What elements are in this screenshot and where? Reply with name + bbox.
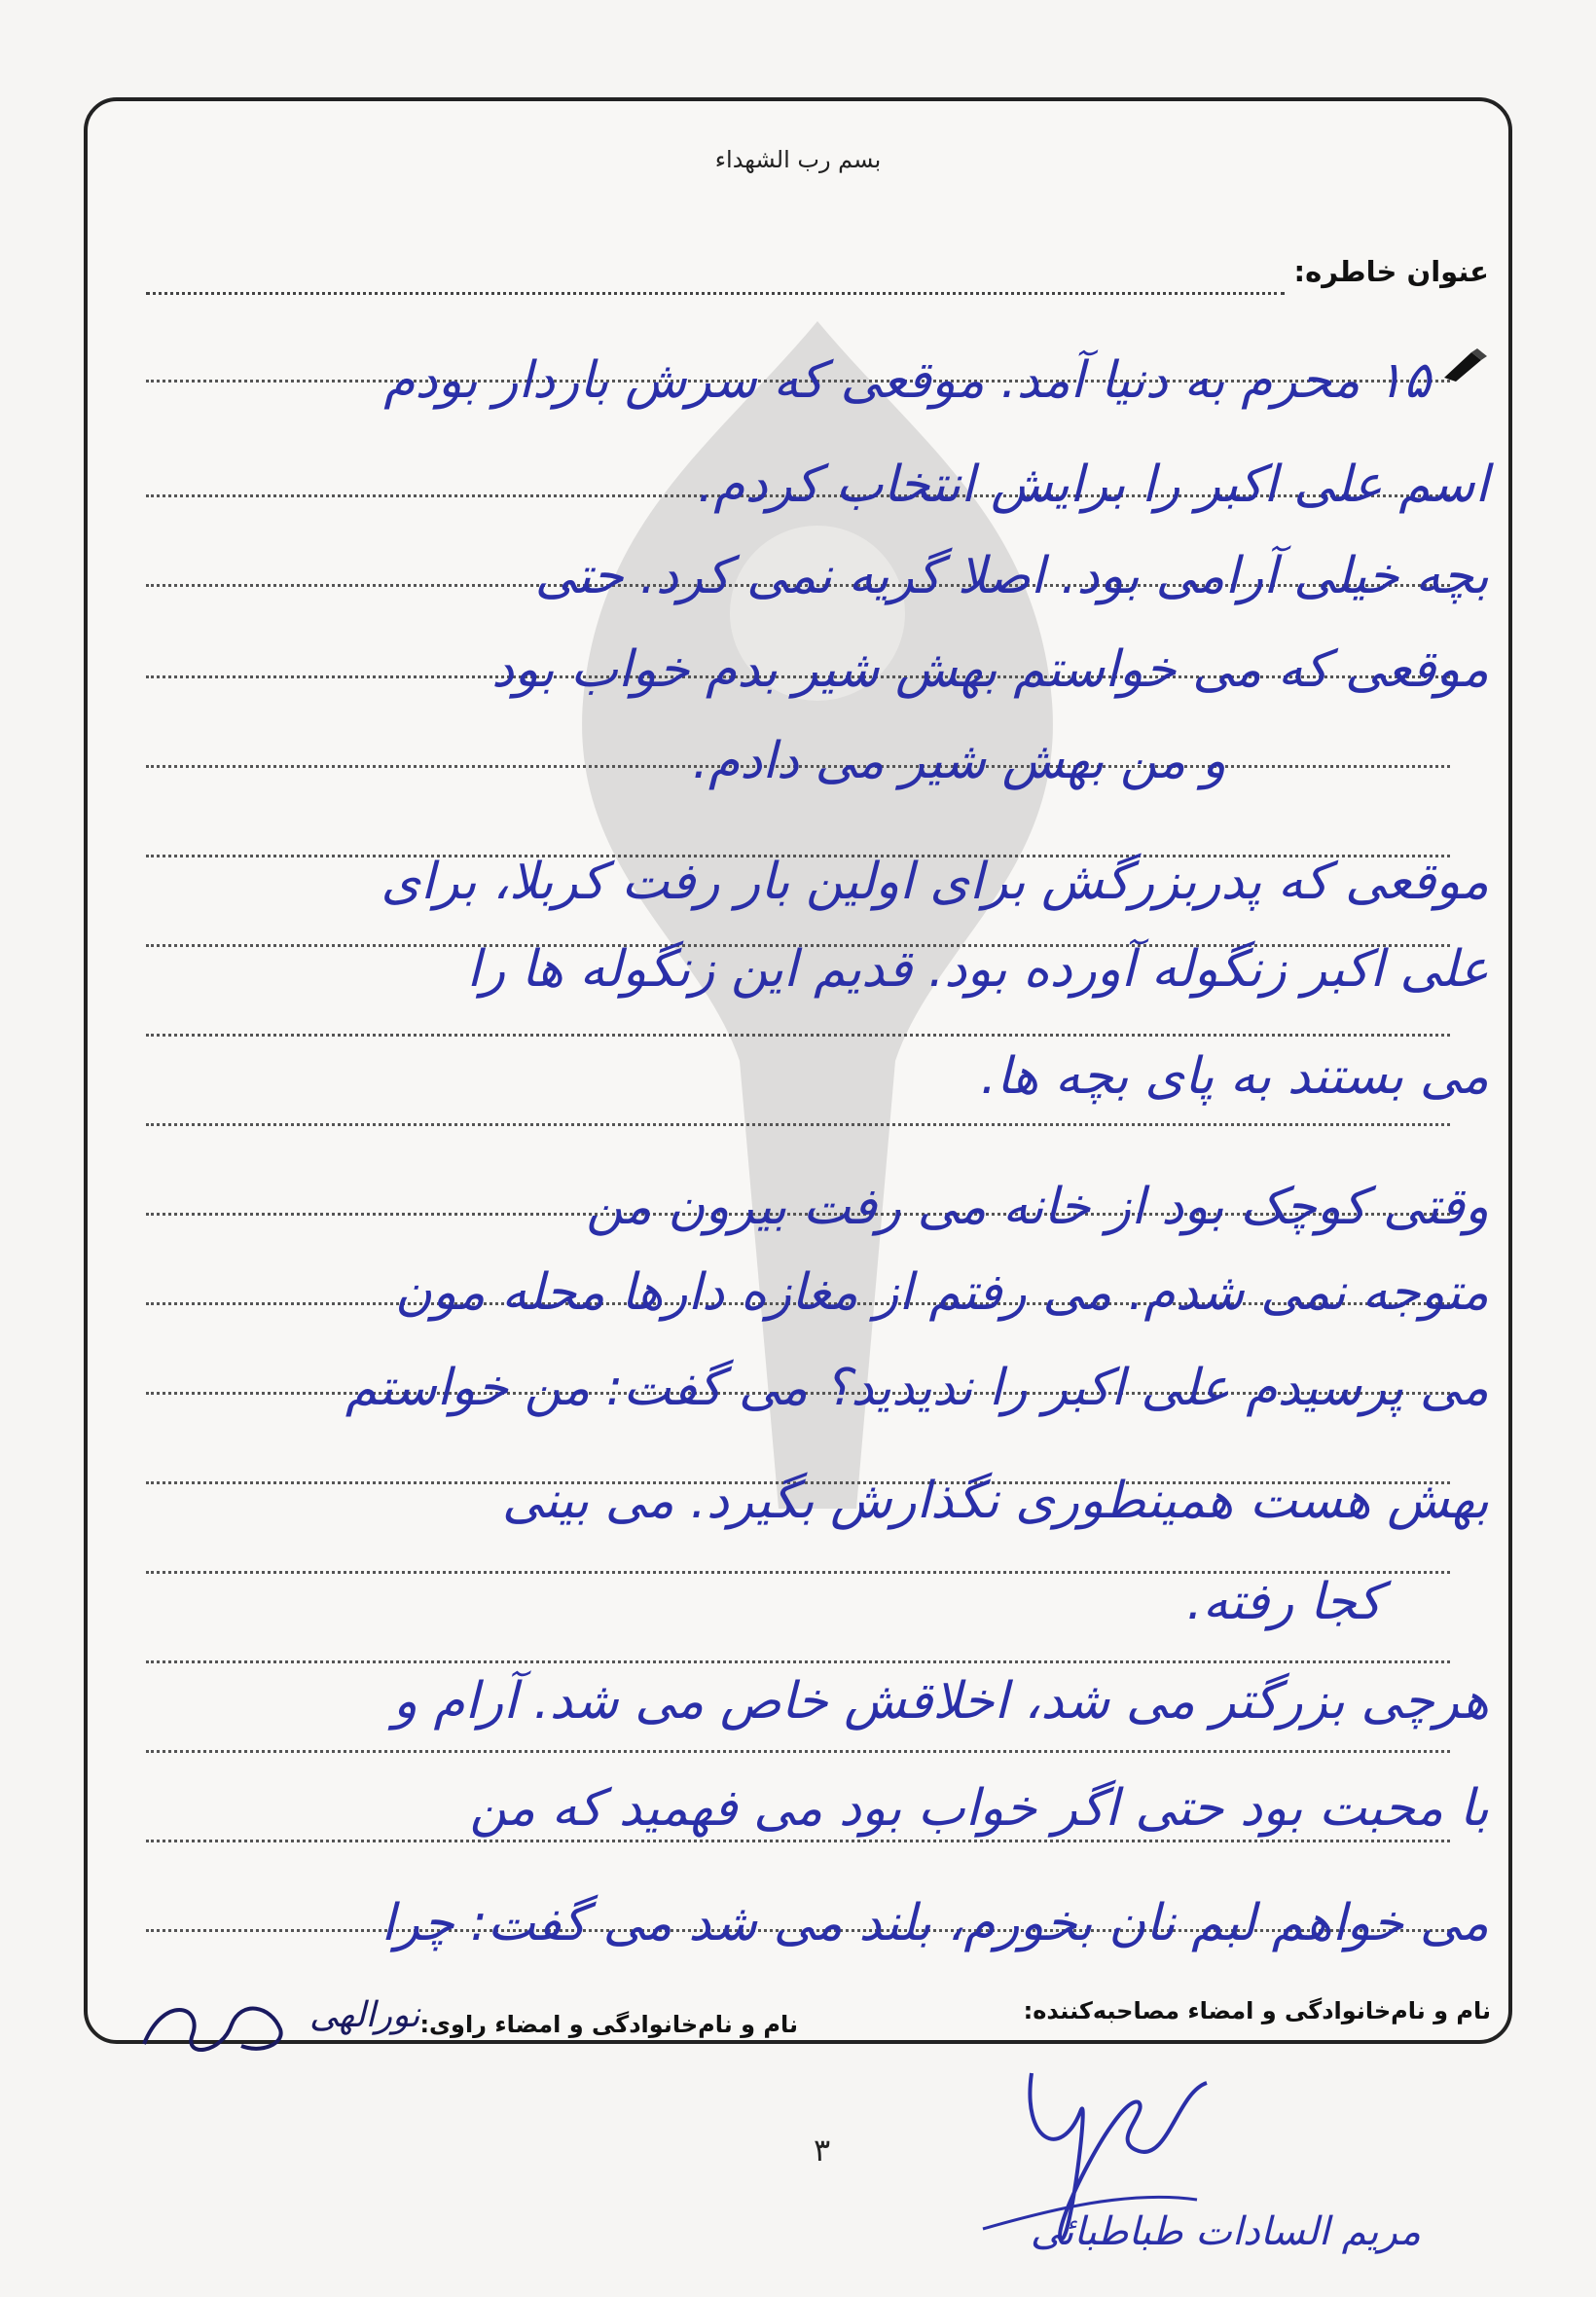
memoir-line: بهش هست همینطوری نگذارش بگیرد. می بینی: [501, 1472, 1489, 1530]
memoir-line: موقعی که می خواستم بهش شیر بدم خواب بود: [491, 640, 1489, 699]
memoir-line: بچه خیلی آرامی بود. اصلا گریه نمی کرد. حتی: [534, 547, 1489, 605]
narrator-signature-label: نام و نام‌خانوادگی و امضاء راوی:: [419, 2011, 798, 2038]
memoir-line: موقعی که پدربزرگش برای اولین بار رفت کربلا، برای: [381, 853, 1489, 911]
memoir-line: اسم علی اکبر را برایش انتخاب کردم.: [697, 456, 1489, 514]
title-dotted-line: [146, 292, 1285, 295]
memoir-line: کجا رفته.: [1186, 1573, 1382, 1631]
memoir-line: می بستند به پای بچه ها.: [980, 1047, 1489, 1106]
ruled-line: [146, 1034, 1450, 1037]
page-number: ۳: [814, 2132, 831, 2169]
interviewer-name: مریم السادات طباطبائی: [1030, 2209, 1421, 2254]
interviewer-signature-label: نام و نام‌خانوادگی و امضاء مصاحبه‌کننده:: [1023, 1997, 1491, 2024]
narrator-name: نورالهی: [309, 1995, 420, 2035]
memoir-title-label: عنوان خاطره:: [1293, 255, 1489, 288]
ruled-line: [146, 1840, 1450, 1842]
memoir-line: هرچی بزرگتر می شد، اخلاقش خاص می شد. آرام و: [392, 1672, 1489, 1731]
narrator-signature: [125, 1986, 309, 2063]
ruled-line: [146, 1660, 1450, 1663]
memoir-line: ۱۵ محرم به دنیا آمد. موقعی که سرش باردار بودم: [383, 351, 1431, 410]
memoir-line: متوجه نمی شدم. می رفتم از مغازه دارها محله مون: [394, 1263, 1489, 1322]
memoir-line: می خواهم لبم نان بخورم، بلند می شد می گفت: چرا: [381, 1894, 1489, 1952]
basmala-heading: بسم رب الشهداء: [714, 146, 882, 173]
memoir-line: با محبت بود حتی اگر خواب بود می فهمید که من: [469, 1779, 1489, 1838]
memoir-line: وقتی کوچک بود از خانه می رفت بیرون من: [586, 1178, 1489, 1236]
ruled-line: [146, 1750, 1450, 1753]
memoir-line: علی اکبر زنگوله آورده بود. قدیم این زنگوله ها را: [466, 940, 1489, 999]
pen-icon: [1442, 348, 1487, 382]
ruled-line: [146, 1123, 1450, 1126]
memoir-line: می پرسیدم علی اکبر را ندیدید؟ می گفت: من خواستم: [345, 1359, 1489, 1417]
memoir-line: و من بهش شیر می دادم.: [692, 732, 1226, 790]
